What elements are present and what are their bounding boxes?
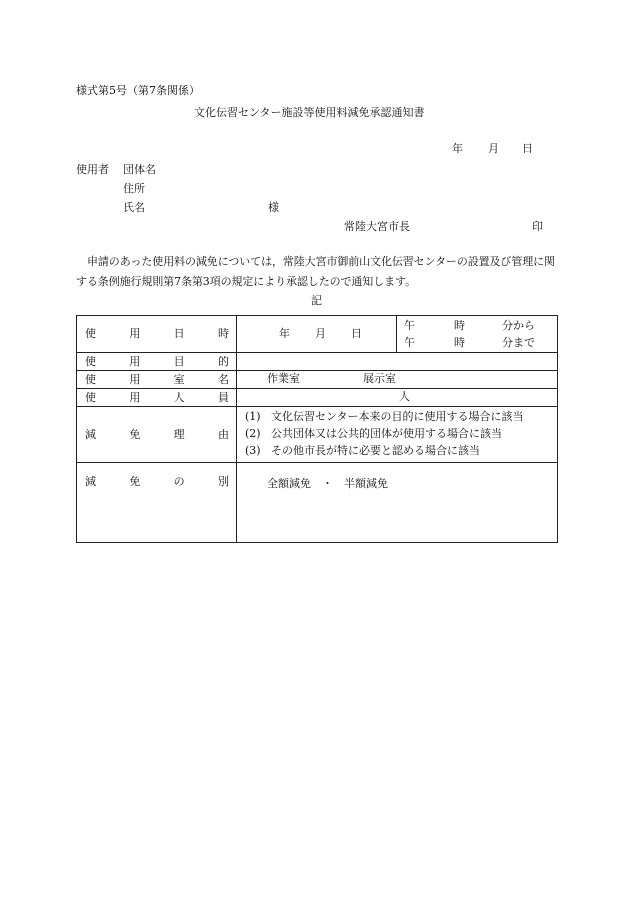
time-value-cell [397, 316, 558, 353]
applicant-name-label: 氏名 [123, 201, 145, 214]
type-value [237, 463, 558, 543]
details-table [76, 315, 558, 543]
row-label-reason: 減 免 理 由 [77, 407, 237, 463]
row-label-room: 使 用 室 名 [77, 371, 237, 389]
room-option-workshop: 作業室 [267, 372, 300, 385]
row-label-purpose: 使 用 目 的 [77, 353, 237, 371]
people-value [237, 389, 558, 407]
time-from: 午 時 分から [404, 319, 535, 332]
notice-body: 申請のあった使用料の減免については，常陸大宮市御前山文化伝習センターの設置及び管理に関する条例施行規則第7条第3項の規定により承認したので通知します。 [76, 255, 555, 288]
room-value [237, 371, 558, 389]
table-row-people [77, 389, 558, 407]
time-to: 午 時 分まで [404, 336, 535, 349]
applicant-address-label: 住所 [123, 182, 145, 195]
room-option-exhibition: 展示室 [363, 372, 396, 385]
date-day: 日 [351, 327, 362, 340]
row-label-date: 使 用 日 時 [77, 316, 237, 353]
ki-heading: 記 [311, 294, 322, 307]
table-row-room [77, 371, 558, 389]
applicant-honorific: 様 [268, 201, 279, 214]
seal-mark: 印 [532, 220, 543, 233]
table-row-purpose [77, 353, 558, 371]
reason-value [237, 407, 558, 463]
reason-item: (2) 公共団体又は公共的団体が使用する場合に該当 [245, 427, 502, 440]
row-label-type: 減 免 の 別 [77, 463, 237, 543]
date-month: 月 [315, 327, 326, 340]
reduction-type-options: 全額減免 ・ 半額減免 [267, 477, 388, 490]
table-row-date [77, 316, 558, 353]
row-label-people: 使 用 人 員 [77, 389, 237, 407]
form-number: 様式第5号（第7条関係） [76, 84, 200, 97]
issue-date-year: 年 [452, 142, 463, 155]
reason-item: (3) その他市長が特に必要と認める場合に該当 [245, 444, 480, 457]
applicant-org-label: 団体名 [123, 163, 156, 176]
purpose-value [237, 353, 558, 371]
table-row-reason [77, 407, 558, 463]
reason-item: (1) 文化伝習センター本来の目的に使用する場合に該当 [245, 410, 524, 423]
document-title: 文化伝習センター施設等使用料減免承認通知書 [194, 106, 425, 119]
issue-date-month: 月 [488, 142, 499, 155]
table-row-type [77, 463, 558, 543]
applicant-label: 使用者 [76, 163, 109, 176]
date-value-cell [237, 316, 397, 353]
date-year: 年 [279, 327, 290, 340]
issue-date-day: 日 [522, 142, 533, 155]
people-unit: 人 [399, 390, 410, 403]
issuer-name: 常陸大宮市長 [344, 220, 410, 233]
